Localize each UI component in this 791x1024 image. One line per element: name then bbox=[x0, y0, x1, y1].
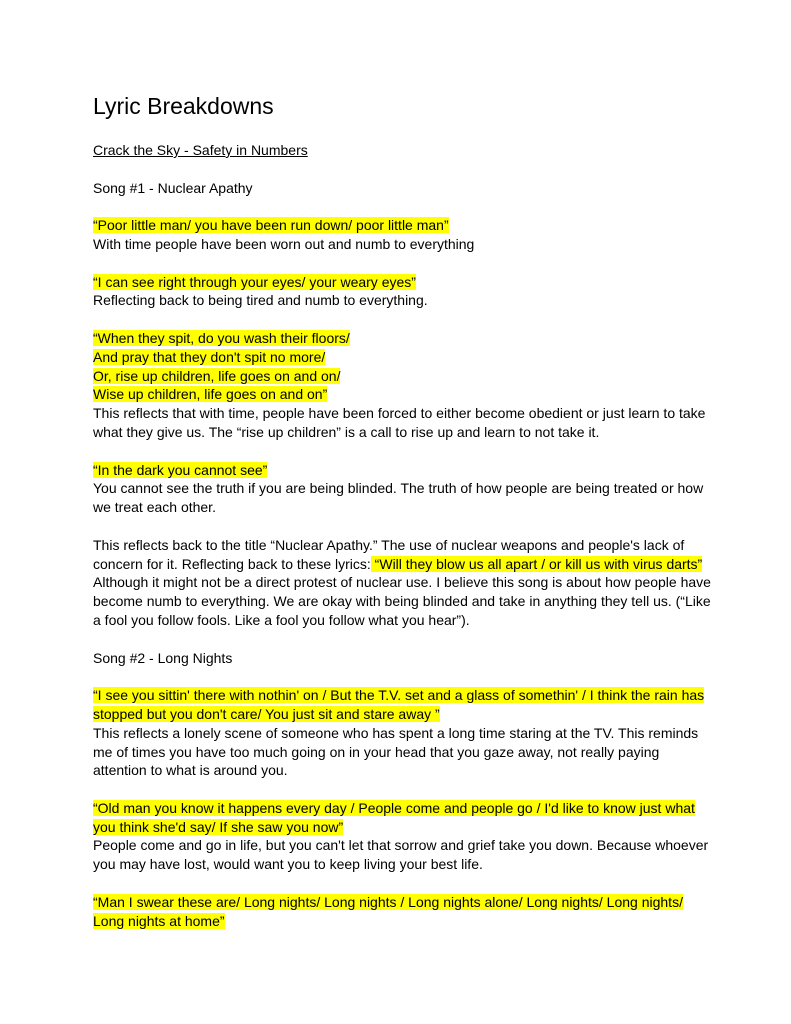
song1-lyric-quote-3-line-1: “When they spit, do you wash their floors/ bbox=[93, 329, 350, 346]
document-body bbox=[93, 141, 713, 930]
song1-commentary-4: You cannot see the truth if you are being blinded. The truth of how people are being treated or how we treat each other. bbox=[93, 480, 704, 516]
song1-heading: Song #1 - Nuclear Apathy bbox=[93, 179, 253, 196]
song1-lyric-quote-3-line-3: Or, rise up children, life goes on and on/ bbox=[93, 367, 341, 384]
song2-lyric-quote-1: “I see you sittin' there with nothin' on / But the T.V. set and a glass of somethin' / I think the rain has stopped but you don't care/ You just sit and stare away ” bbox=[93, 687, 705, 722]
song1-summary-quote: “Will they blow us all apart / or kill us with virus darts” bbox=[370, 555, 703, 572]
song1-lyric-quote-1: “Poor little man/ you have been run down/ poor little man” bbox=[93, 217, 449, 234]
song1-commentary-3: This reflects that with time, people have been forced to either become obedient or just learn to take what they give us. The “rise up children” is a call to rise up and learn to not take it. bbox=[93, 405, 706, 440]
song1-lyric-quote-3-line-2: And pray that they don't spit no more/ bbox=[93, 348, 326, 365]
document-title: Lyric Breakdowns bbox=[93, 93, 274, 119]
song2-lyric-quote-3: “Man I swear these are/ Long nights/ Long nights / Long nights alone/ Long nights/ Long nights/ Long nights at home” bbox=[93, 893, 683, 929]
song1-commentary-2: Reflecting back to being tired and numb to everything. bbox=[93, 292, 428, 309]
song2-commentary-1: This reflects a lonely scene of someone who has spent a long time staring at the TV. This reminds me of times you have too much going on in your head that you gaze away, not really paying attention to what is around you. bbox=[93, 724, 699, 779]
song2-heading: Song #2 - Long Nights bbox=[93, 649, 233, 666]
song1-lyric-quote-3-line-4: Wise up children, life goes on and on” bbox=[93, 386, 328, 403]
album-heading: Crack the Sky - Safety in Numbers bbox=[93, 142, 308, 158]
song2-lyric-quote-2: “Old man you know it happens every day / People come and people go / I'd like to know just what you think she'd say/ If she saw you now” bbox=[93, 799, 695, 835]
song1-summary-intro: This reflects back to the title “Nuclear Apathy.” The use of nuclear weapons and people's lack of concern for it. Reflecting back to these lyrics: bbox=[93, 536, 685, 572]
song1-lyric-quote-4: “In the dark you cannot see” bbox=[93, 461, 268, 478]
song2-commentary-2: People come and go in life, but you can't let that sorrow and grief take you down. Because whoever you may have lost, would want you to keep living your best life. bbox=[93, 837, 709, 873]
song1-summary bbox=[93, 536, 713, 630]
song1-summary-conclusion: Although it might not be a direct protest of nuclear use. I believe this song is about how people have become numb to everything. We are okay with being blinded and take in anything they tell us. (“Like a fool you follow fools. Like a fool you follow what you hear”). bbox=[93, 574, 711, 628]
song1-commentary-1: With time people have been worn out and numb to everything bbox=[93, 235, 475, 252]
song1-lyric-quote-2: “I can see right through your eyes/ your weary eyes” bbox=[93, 273, 416, 290]
